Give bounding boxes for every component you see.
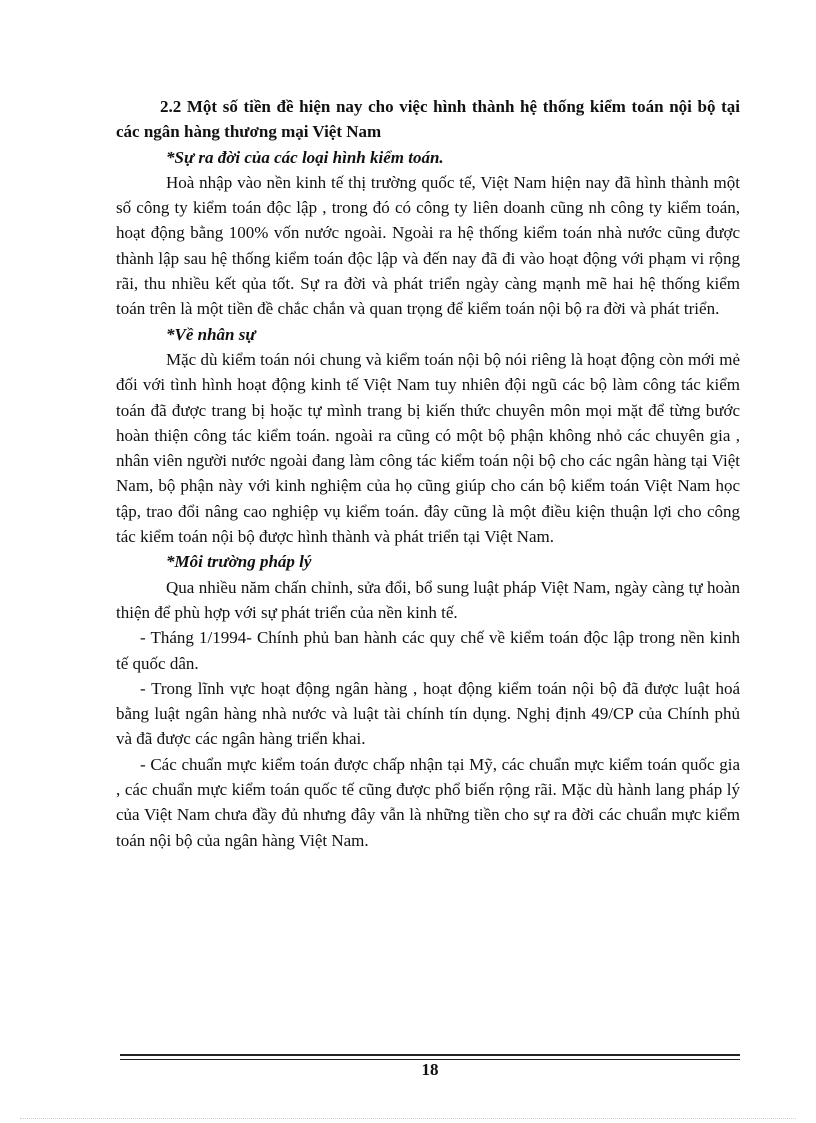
subheading-personnel: *Về nhân sự	[166, 324, 256, 344]
list-item-banking-law: - Trong lĩnh vực hoạt động ngân hàng , hoạt động kiểm toán nội bộ đã được luật hoá bằng luật ngân hàng nhà nước và luật tài chính tín dụng. Nghị định 49/CP của Chính phủ và đã được các ngân hàng triển khai.	[116, 678, 740, 749]
subheading-legal-environment: *Môi trường pháp lý	[166, 552, 312, 572]
list-item-audit-standards: - Các chuẩn mực kiểm toán được chấp nhận tại Mỹ, các chuẩn mực kiểm toán quốc gia , các chuẩn mực kiểm toán quốc tế cũng được phổ biến rộng rãi. Mặc dù hành lang pháp lý của Việt Nam chưa đầy đủ nhưng đây vẫn là những tiền cho sự ra đời các chuẩn mực kiểm toán nội bộ của ngân hàng Việt Nam.	[116, 754, 740, 850]
subheading-audit-types: *Sự ra đời của các loại hình kiểm toán.	[166, 147, 444, 167]
paragraph-personnel: Mặc dù kiểm toán nói chung và kiểm toán nội bộ nói riêng là hoạt động còn mới mẻ đối với tình hình hoạt động kinh tế Việt Nam tuy nhiên đội ngũ các bộ làm công tác kiểm toán đã được trang bị hoặc tự mình trang bị kiến thức chuyên môn mọi mặt để từng bước hoàn thiện công tác kiểm toán. ngoài ra cũng có một bộ phận không nhỏ các chuyên gia , nhân viên người nước ngoài đang làm công tác kiểm toán nội bộ cho các ngân hàng tại Việt Nam, bộ phận này với kinh nghiệm của họ cũng giúp cho cán bộ kiểm toán Việt Nam học tập, trao đổi nâng cao nghiệp vụ kiểm toán. đây cũng là một điều kiện thuận lợi cho công tác kiểm toán nội bộ được hình thành và phát triển tại Việt Nam.	[116, 349, 740, 547]
paragraph-legal-environment: Qua nhiều năm chấn chỉnh, sửa đổi, bổ sung luật pháp Việt Nam, ngày càng tự hoàn thiện để phù hợp với sự phát triển của nền kinh tế.	[116, 577, 740, 622]
paragraph-audit-types: Hoà nhập vào nền kinh tế thị trường quốc tế, Việt Nam hiện nay đã hình thành một số công ty kiểm toán độc lập , trong đó có công ty liên doanh cũng nh công ty kiểm toán, hoạt động bằng 100% vốn nước ngoài. Ngoài ra hệ thống kiểm toán nhà nước cũng được thành lập sau hệ thống kiểm toán độc lập và đến nay đã đi vào hoạt động với phạm vi rộng rãi, thu nhiều kết qủa tốt. Sự ra đời và phát triển ngày càng mạnh mẽ hai hệ thống kiểm toán trên là một tiền đề chắc chắn và quan trọng để kiểm toán nội bộ ra đời và phát triển.	[116, 172, 740, 319]
page-number: 18	[421, 1060, 439, 1079]
list-item-regulation-1994: - Tháng 1/1994- Chính phủ ban hành các quy chế về kiểm toán độc lập trong nền kinh tế quốc dân.	[116, 628, 740, 673]
page-content	[116, 94, 740, 853]
page-edge-divider	[20, 1118, 796, 1119]
section-heading: 2.2 Một số tiền đề hiện nay cho việc hình thành hệ thống kiểm toán nội bộ tại các ngân hàng thương mại Việt Nam	[116, 97, 740, 142]
